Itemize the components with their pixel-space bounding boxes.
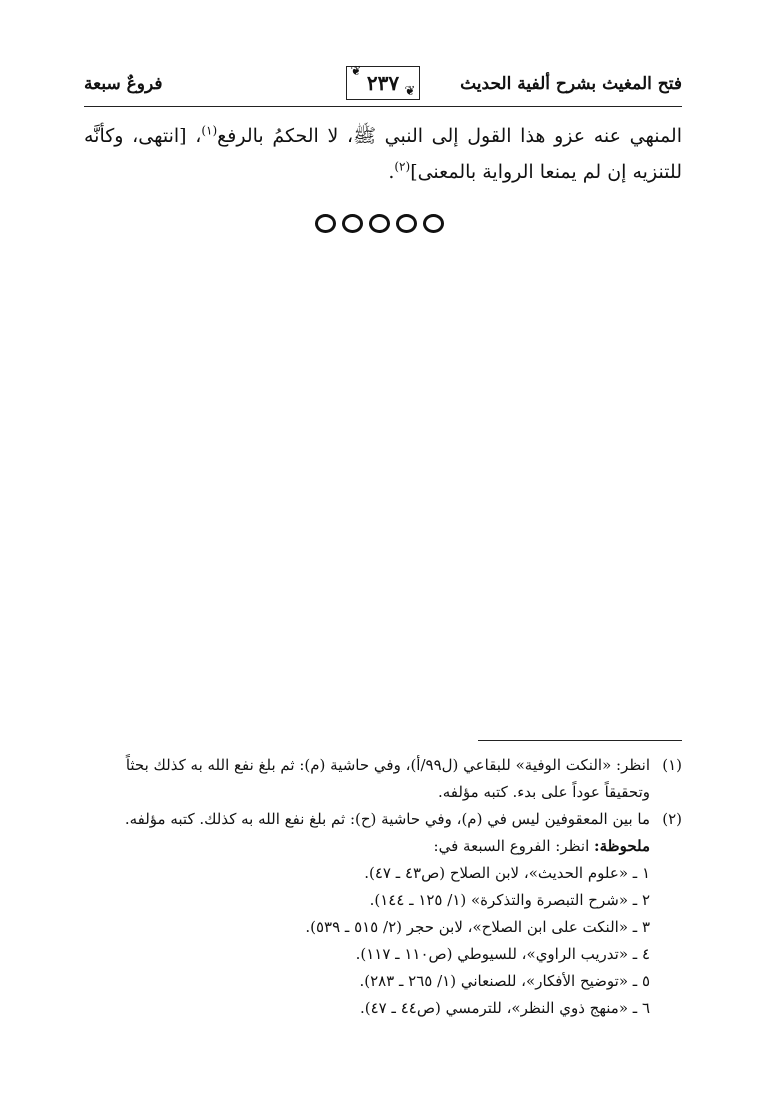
footnote — [84, 752, 682, 806]
footnote-ref[interactable]: (١) — [201, 123, 218, 138]
text-run: المنهي عنه عزو هذا القول إلى النبي ﷺ، لا الحكمُ بالرفع — [217, 125, 682, 147]
corner-ornament-icon: ❦ — [404, 84, 416, 99]
footnote-text: انظر: «النكت الوفية» للبقاعي (ل٩٩/أ)، وفي حاشية (م): ثم بلغ نفع الله به كذلك بحثاً وتحقيقاً عوداً على بدء. كتبه مؤلفه. — [125, 756, 650, 801]
note-header — [84, 833, 650, 860]
section-title: فروعٌ سبعة — [84, 74, 163, 94]
footnote — [84, 806, 682, 833]
section-end-ornament — [0, 214, 759, 237]
note-item: ١ ـ «علوم الحديث»، لابن الصلاح (ص٤٣ ـ ٤٧). — [364, 864, 650, 882]
footnote-number: (٢) — [662, 810, 682, 828]
page-number: ٢٣٧ — [366, 71, 400, 95]
note-item: ٣ ـ «النكت على ابن الصلاح»، لابن حجر (٢/ ٥١٥ ـ ٥٣٩). — [305, 918, 650, 936]
ring-icon — [315, 214, 336, 233]
note-heading: ملحوظة: — [594, 837, 650, 855]
note-item: ٦ ـ «منهج ذوي النظر»، للترمسي (ص٤٤ ـ ٤٧). — [360, 999, 650, 1017]
ring-icon — [423, 214, 444, 233]
running-title: فتح المغيث بشرح ألفية الحديث — [460, 74, 682, 94]
paragraph — [84, 118, 682, 190]
note-item: ٥ ـ «توضيح الأفكار»، للصنعاني (١/ ٢٦٥ ـ ٢٨٣). — [359, 972, 650, 990]
note-item: ٢ ـ «شرح التبصرة والتذكرة» (١/ ١٢٥ ـ ١٤٤). — [369, 891, 650, 909]
footnotes — [84, 752, 682, 1022]
ring-icon — [396, 214, 417, 233]
footnote-text: ما بين المعقوفين ليس في (م)، وفي حاشية (ح): ثم بلغ نفع الله به كذلك. كتبه مؤلفه. — [124, 810, 650, 828]
page-number-box — [346, 66, 420, 100]
text-run: ، [انتهى، وكأنَّه للتنزيه إن لم يمنعا الرواية بالمعنى] — [84, 125, 682, 183]
footnote-divider — [478, 740, 682, 741]
footnote-number: (١) — [662, 756, 682, 774]
note-block — [84, 833, 682, 1022]
main-text — [84, 118, 682, 190]
page-header — [84, 62, 682, 107]
note-item: ٤ ـ «تدريب الراوي»، للسيوطي (ص١١٠ ـ ١١٧). — [355, 945, 650, 963]
text-run: . — [388, 161, 395, 183]
ring-icon — [342, 214, 363, 233]
footnote-ref[interactable]: (٢) — [394, 159, 411, 174]
ring-icon — [369, 214, 390, 233]
note-intro: انظر: الفروع السبعة في: — [433, 837, 595, 855]
corner-ornament-icon: ❦ — [350, 64, 362, 79]
